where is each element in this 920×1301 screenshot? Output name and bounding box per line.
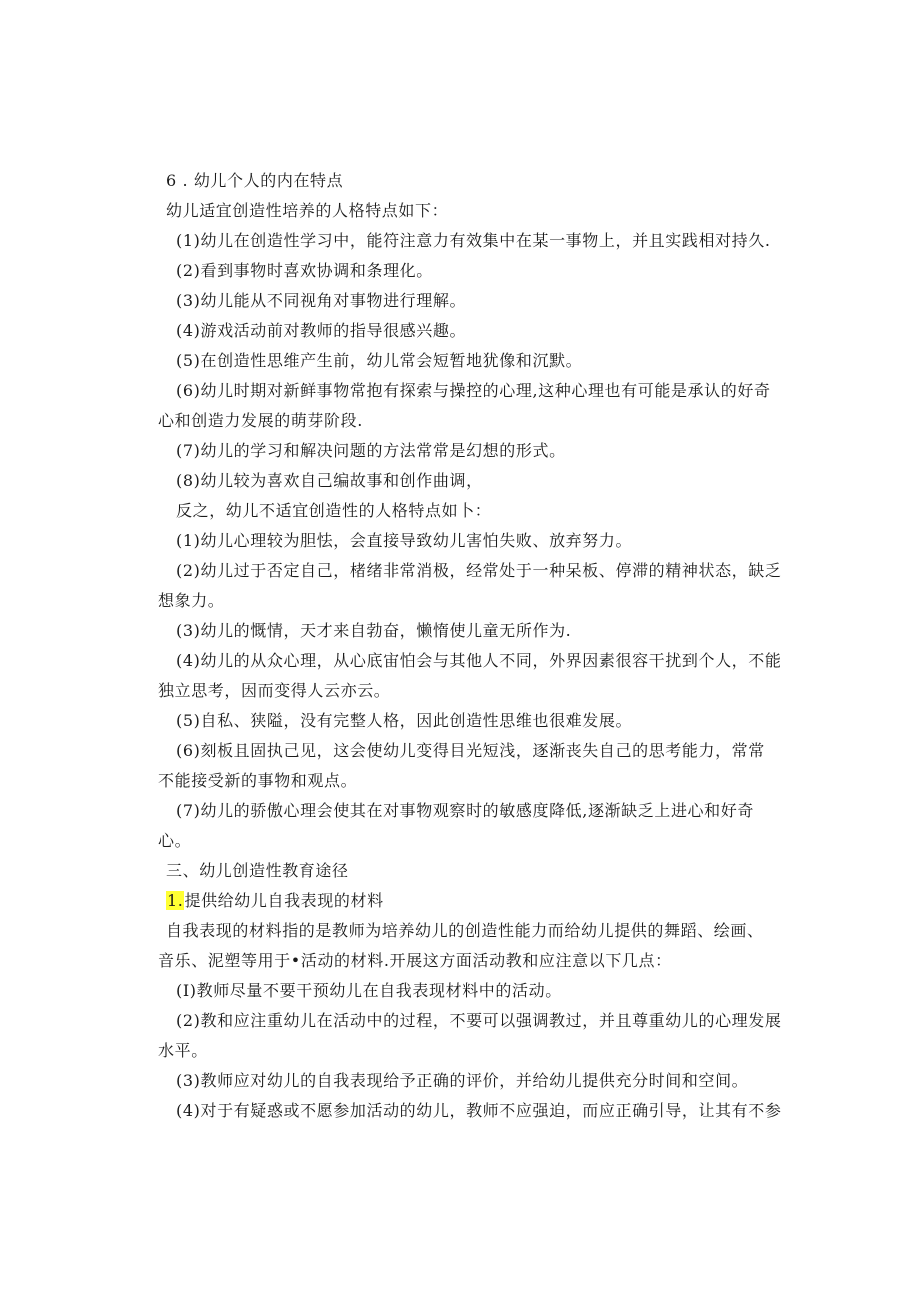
document-body bbox=[0, 166, 920, 1126]
list-item: (4)对于有疑惑或不愿参加活动的幼儿，教师不应强迫，而应正确引导，让其有不参 bbox=[176, 1101, 782, 1120]
subsection-title: 提供给幼儿自我表现的材料 bbox=[184, 891, 384, 910]
list-item: (8)幼儿较为喜欢自己编故事和创作曲调， bbox=[176, 471, 483, 490]
list-item: (5)自私、狭隘，没有完整人格，因此创造性思维也很难发展。 bbox=[176, 711, 633, 730]
list-item-continuation: 水平。 bbox=[158, 1041, 208, 1060]
list-item: (4)幼儿的从众心理，从心底宙怕会与其他人不同，外界因素很容干扰到个人，不能 bbox=[176, 651, 782, 670]
list-item: (1)幼儿在创造性学习中，能符注意力有效集中在某一事物上，并且实践相对持久. bbox=[176, 231, 771, 250]
list-item: (I)教师尽量不要干预幼儿在自我表现材料中的活动。 bbox=[176, 981, 562, 1000]
list-item-continuation: 不能接受新的事物和观点。 bbox=[158, 771, 358, 790]
list-item: (1)幼儿心理较为胆怯，会直接导致幼儿害怕失败、放弃努力。 bbox=[176, 531, 633, 550]
list-item: (4)游戏活动前对教师的指导很感兴趣。 bbox=[176, 321, 467, 340]
list-item: (3)教师应对幼儿的自我表现给予正确的评价，并给幼儿提供充分时间和空间。 bbox=[176, 1071, 749, 1090]
highlighted-number: 1. bbox=[167, 891, 184, 910]
section-heading: 6 . 幼儿个人的内在特点 bbox=[166, 171, 344, 190]
list-item: (2)教和应注重幼儿在活动中的过程，不要可以强调教过，并且尊重幼儿的心理发展 bbox=[176, 1011, 782, 1030]
paragraph-intro: 幼儿适宜创造性培养的人格特点如下： bbox=[166, 201, 449, 220]
paragraph-intro: 反之，幼儿不适宜创造性的人格特点如卜： bbox=[176, 501, 492, 520]
list-item: (7)幼儿的骄傲心理会使其在对事物观察时的敏感度降低,逐渐缺乏上进心和好奇 bbox=[176, 801, 754, 820]
list-item: (2)幼儿过于否定自己，楮绪非常消极，经常处于一种呆板、停滞的精神状态，缺乏 bbox=[176, 561, 782, 580]
list-item: (2)看到事物时喜欢协调和条理化。 bbox=[176, 261, 433, 280]
paragraph: 自我表现的材料指的是教师为培养幼儿的创造性能力而给幼儿提供的舞蹈、绘画、 bbox=[166, 921, 764, 940]
paragraph-continuation: 音乐、泥塑等用于•活动的材料.开展这方面活动教和应注意以下几点： bbox=[158, 951, 672, 970]
list-item: (7)幼儿的学习和解决问题的方法常常是幻想的形式。 bbox=[176, 441, 566, 460]
subsection-heading bbox=[0, 886, 920, 916]
list-item: (5)在创造性思维产生前，幼儿常会短暂地犹像和沉默。 bbox=[176, 351, 583, 370]
list-item-continuation: 独立思考，因而变得人云亦云。 bbox=[158, 681, 391, 700]
section-heading: 三、幼儿创造性教育途径 bbox=[166, 861, 349, 880]
list-item-continuation: 心和创造力发展的萌芽阶段. bbox=[158, 411, 363, 430]
list-item-continuation: 想象力。 bbox=[158, 591, 225, 610]
list-item: (6)幼儿时期对新鲜事物常抱有探索与操控的心理,这种心理也有可能是承认的好奇 bbox=[176, 381, 771, 400]
list-item: (3)幼儿能从不同视角对事物进行理解。 bbox=[176, 291, 467, 310]
list-item-continuation: 心。 bbox=[158, 831, 192, 850]
list-item: (6)刻板且固执己见，这会使幼儿变得目光短浅，逐渐丧失自己的思考能力，常常 bbox=[176, 741, 765, 760]
list-item: (3)幼儿的慨情，天才来自勃奋，懒惰使儿童无所作为. bbox=[176, 621, 572, 640]
